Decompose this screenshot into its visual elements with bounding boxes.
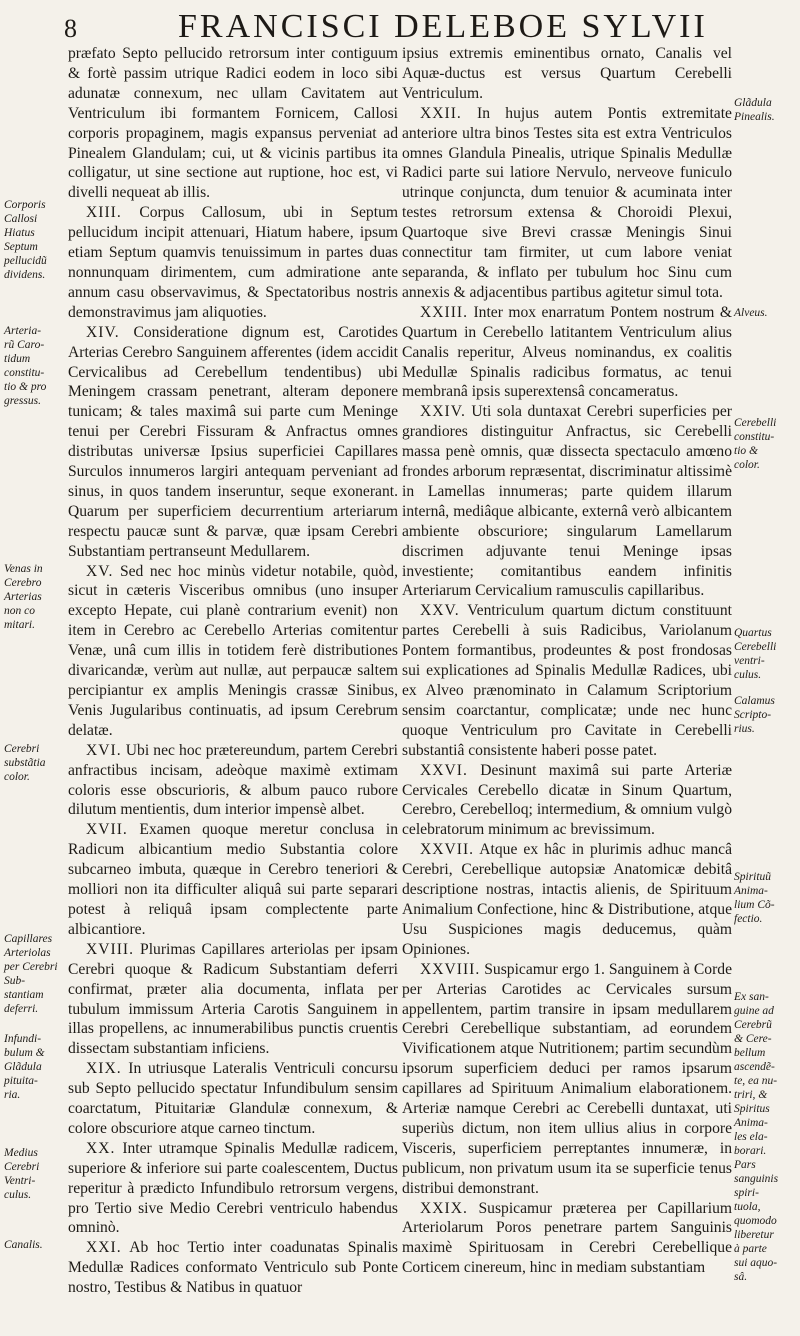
section-text: Suspicamur ergo 1. Sanguinem à Corde per Arterias Carotides ac Cervicales sursum appellentem, partim transire in ipsam medullarem Cerebri Cerebellique substantiam, ad eorundem Vivificationem atque Nutritionem; partim secundùm ipsorum superficiem deduci per ramos ipsarum capillares ad Spirituum Animalium elaborationem. Arteriæ namque Cerebri ac Cerebelli duntaxat, uti superiùs dictum, non item ullius alius in corpore Visceris, superficiem perreptantes innumeræ, in publicum, non privatum usum ita se superficie tenus distribui demonstrant. — [402, 960, 732, 1197]
section-text: Ubi nec hoc prætereundum, partem Cerebri anfractibus incisam, adeòque maximè extimam coloris esse obscurioris, & album pauco rubore dilutum mentientis, dum interior impensè albet. — [68, 741, 398, 819]
section-number: XIX. — [86, 1060, 122, 1078]
section-text: Sed nec hoc minùs videtur notabile, quòd, sicut in cæteris Visceribus omnibus (uno insuper excepto Hepate, cui planè contrarium evenit) non item in Cerebro ac Cerebello Arterias comitentur Venæ, unâ cum illis in totidem ferè distributiones divaricandæ, verùm aut nullæ, aut perpaucæ saltem percipiantur ex amplis Meningis crassæ Sinibus, Venis Jugularibus continuatis, ad ipsum Cerebrum delatæ. — [68, 562, 398, 739]
section-xxii — [402, 104, 732, 303]
section-xxvi — [402, 761, 732, 841]
margin-note: Glãdula Pinealis. — [734, 97, 775, 123]
margin-note: Arteria- rũ Caro- tidum constitu- tio & pro gressus. — [4, 325, 47, 407]
section-number: XIII. — [86, 204, 122, 222]
section-number: XXIX. — [420, 1199, 468, 1217]
section-number: XXVII. — [420, 841, 475, 859]
section-text: Inter utramque Spinalis Medullæ radicem, superiore & inferiore sui parte coalescentem, Ductus reperitur à prædicto Infundibulo retrorsum vergens, pro Tertio sive Medio Cerebri ventriculo habendus omninò. — [68, 1139, 398, 1237]
margin-note: Ex san- guine ad Cerebrũ & Cere- bellum ascendẽ- te, ea nu- triri, & Spiritus Anima- les ela- borari. Pars sanguinis spiri- tuola, quomodo liberetur à parte sui aquo- sâ. — [734, 991, 779, 1283]
section-text: Suspicamur præterea per Capillarium Arteriolarum Poros penetrare partem Sanguinis maximè Spirituosam in Cerebri Cerebellique Corticem cinereum, hinc in mediam substantiam — [402, 1199, 732, 1277]
section-xvii — [68, 820, 398, 939]
margin-note: Medius Cerebri Ventri- culus. — [4, 1147, 40, 1201]
section-xvi — [68, 741, 398, 821]
section-number: XXIV. — [420, 403, 466, 421]
section-number: XVII. — [86, 821, 128, 839]
section-number: XXVIII. — [420, 960, 481, 978]
margin-note: Infundi- bulum & Glãdula pituita- ria. — [4, 1033, 45, 1101]
paragraph — [402, 44, 732, 104]
margin-note: Corporis Callosi Hiatus Septum pellucidũ dividens. — [4, 199, 47, 281]
section-number: XXIII. — [420, 303, 468, 321]
section-text: ipsius extremis eminentibus ornato, Canalis vel Aquæ-ductus est versus Quartum Cerebelli Ventriculum. — [402, 45, 732, 102]
section-xxi — [68, 1238, 398, 1298]
section-xix — [68, 1059, 398, 1139]
section-number: XVI. — [86, 741, 122, 759]
section-number: XXI. — [86, 1239, 122, 1257]
section-text: Inter mox enarratum Pontem nostrum & Quartum in Cerebello latitantem Ventriculum alius Canalis reperitur, Alveus nominandus, ex coalitis Medullæ Spinalis radicibus formatus, ac tenui membranâ ipsis superextensâ concameratus. — [402, 303, 732, 401]
section-text: Consideratione dignum est, Carotides Arterias Cerebro Sanguinem afferentes (idem accidit Cervicalibus ad Cerebellum tendentibus) ubi Meningem crassam penetrant, alteram deponere tunicam; & tales maximâ sui parte cum Meninge tenui per Cerebri Fissuram & Anfractus omnes distributas universæ Ipsius superficiei Capillares Surculos innumeros largiri antequam perveniant ad sinus, in quos tandem inseruntur, seque exonerant. Quarum per superficiem decurrentium arteriarum respectu paucæ sunt & parvæ, quæ ipsam Cerebri Substantiam pertranseunt Medullarem. — [68, 323, 398, 560]
section-number: XXV. — [420, 602, 460, 620]
left-margin-notes — [4, 150, 64, 1320]
page-number: 8 — [64, 14, 77, 43]
margin-note: Calamus Scripto- rius. — [734, 695, 775, 735]
section-xx — [68, 1139, 398, 1239]
margin-note: Quartus Cerebelli ventri- culus. — [734, 627, 777, 681]
section-xxiv — [402, 402, 732, 601]
section-text: Desinunt maximâ sui parte Arteriæ Cervicales Cerebello dicatæ in Sinum Quartum, Cerebro, Cerebelloq; intermedium, & omnium vulgò celebratorum minimum ac brevissimum. — [402, 761, 732, 839]
section-text: In utriusque Lateralis Ventriculi concursu sub Septo pellucido spectatur Infundibulum sensim coarctatum, Pituitariæ Glandulæ connexum, & colore obscuriore atque carneo tinctum. — [68, 1060, 398, 1137]
section-text: Atque ex hâc in plurimis adhuc mancâ Cerebri, Cerebellique autopsiæ Anatomicæ debitâ descriptione nostras, intactis alienis, de Spirituum Animalium Confectione, hinc & Distributione, atque Usu Suspiciones magis deducemus, quàm Opiniones. — [402, 841, 732, 958]
running-title: FRANCISCI DELEBOE SYLVII — [178, 8, 708, 45]
margin-note: Cerebelli constitu- tio & color. — [734, 417, 777, 471]
section-text: præfato Septo pellucido retrorsum inter contiguum & fortè passim utrique Radici eodem in loco sibi adunatæ connexum, nec ullam Cavitatem aut Ventriculum ibi formantem Fornicem, Callosi corporis propaginem, magis expansus perveniat ad Pinealem Glandulam; cui, ut & vicinis partibus ita colligatur, ut sine sectione aut ruptione, hoc est, vi divelli nequeat ab illis. — [68, 45, 398, 202]
section-text: Corpus Callosum, ubi in Septum pellucidum incipit attenuari, Hiatum habere, ipsum etiam Septum quamvis tenuissimum in partes duas nonnunquam dirimentem, cum admiratione ante annum casu observavimus, & Spectatoribus nostris demonstravimus jam aliquoties. — [68, 204, 398, 321]
section-number: XVIII. — [86, 940, 134, 958]
section-number: XXII. — [420, 104, 462, 122]
section-xviii — [68, 940, 398, 1059]
section-xxiii — [402, 303, 732, 403]
page-header — [0, 8, 800, 48]
section-xxv — [402, 601, 732, 760]
right-margin-notes — [734, 90, 798, 1330]
margin-note: Capillares Arteriolas per Cerebri Sub- stantiam deferri. — [4, 933, 58, 1015]
section-xxix — [402, 1199, 732, 1279]
section-number: XV. — [86, 562, 114, 580]
section-text: Uti sola duntaxat Cerebri superficies per grandiores distinguitur Anfractus, sic Cerebelli massa penè omnis, quæ dissecta spectaculo amœno frondes arborum repræsentat, discriminatur altissimè in Lamellas innumeras; parte quidem illarum internâ, mediâque albicante, externâ verò albicantem ambiente obscuriore; singularum Lamellarum discrimen adjuvante tenui Meninge ipsas investiente; comitantibus eandem infinitis Arteriarum Cervicalium ramusculis capillaribus. — [402, 403, 732, 600]
section-xxvii — [402, 840, 732, 959]
left-column — [68, 44, 398, 1334]
section-text: Ab hoc Tertio inter coadunatas Spinalis Medullæ Radices conformato Ventriculo sub Ponte nostro, Testibus & Natibus in quatuor — [68, 1239, 398, 1297]
section-number: XIV. — [86, 323, 120, 341]
paragraph — [68, 44, 398, 203]
margin-note: Canalis. — [4, 1239, 43, 1251]
section-text: Examen quoque meretur conclusa in Radicum albicantium medio Substantia colore subcarneo imbuta, quæque in Cerebro teneriori & molliori non ita difficulter aliquâ sui parte separari potest à reliquâ ipsam complectente parte albicantiore. — [68, 821, 398, 938]
section-xxviii — [402, 960, 732, 1199]
section-text: Plurimas Capillares arteriolas per ipsam Cerebri quoque & Radicum Substantiam deferri confirmat, præter alia documenta, inflata per tubulum immissum Arteria Carotis Sanguinem in illas propellens, ac innumerabilibus punctis cruentis dissectam substantiam inficiens. — [68, 940, 398, 1058]
section-xiii — [68, 203, 398, 322]
section-xiv — [68, 323, 398, 562]
margin-note: Cerebri substãtia color. — [4, 743, 46, 783]
margin-note: Spirituũ Anima- lium Cõ- fectio. — [734, 871, 775, 925]
margin-note: Alveus. — [734, 307, 768, 319]
margin-note: Venas in Cerebro Arterias non co mitari. — [4, 563, 43, 631]
section-xv — [68, 562, 398, 741]
section-text: In hujus autem Pontis extremitate anteriore ultra binos Testes sita est extra Ventriculos omnes Glandula Pinealis, utrique Spinalis Medullæ Radici parte sui latiore Nervulo, nerveove funiculo utrinque conjuncta, dum tenuior & acuminata inter testes retrorsum extensa & Choroidi Plexui, Quartoque sive Brevi crassæ Meningis Sinui connectitur tam firmiter, ut cum labore veniat separanda, & inflato per tubulum hoc Sinu cum annexis & adjacentibus partibus agitetur simul tota. — [402, 104, 732, 301]
section-text: Ventriculum quartum dictum constituunt partes Cerebelli à suis Radicibus, Variolanum Pontem formantibus, prodeuntes & post frondosas sui explicationes ad Spinalis Medullæ Radices, ubi ex Alveo prænominato in Calamum Scriptorium sensim coarctantur, complicatæ; unde nec hunc quoque Ventriculum pro Cavitate in Cerebelli substantiâ consistente haberi posse patet. — [402, 602, 732, 759]
section-number: XX. — [86, 1139, 116, 1157]
right-column — [402, 44, 732, 1334]
section-number: XXVI. — [420, 761, 468, 779]
